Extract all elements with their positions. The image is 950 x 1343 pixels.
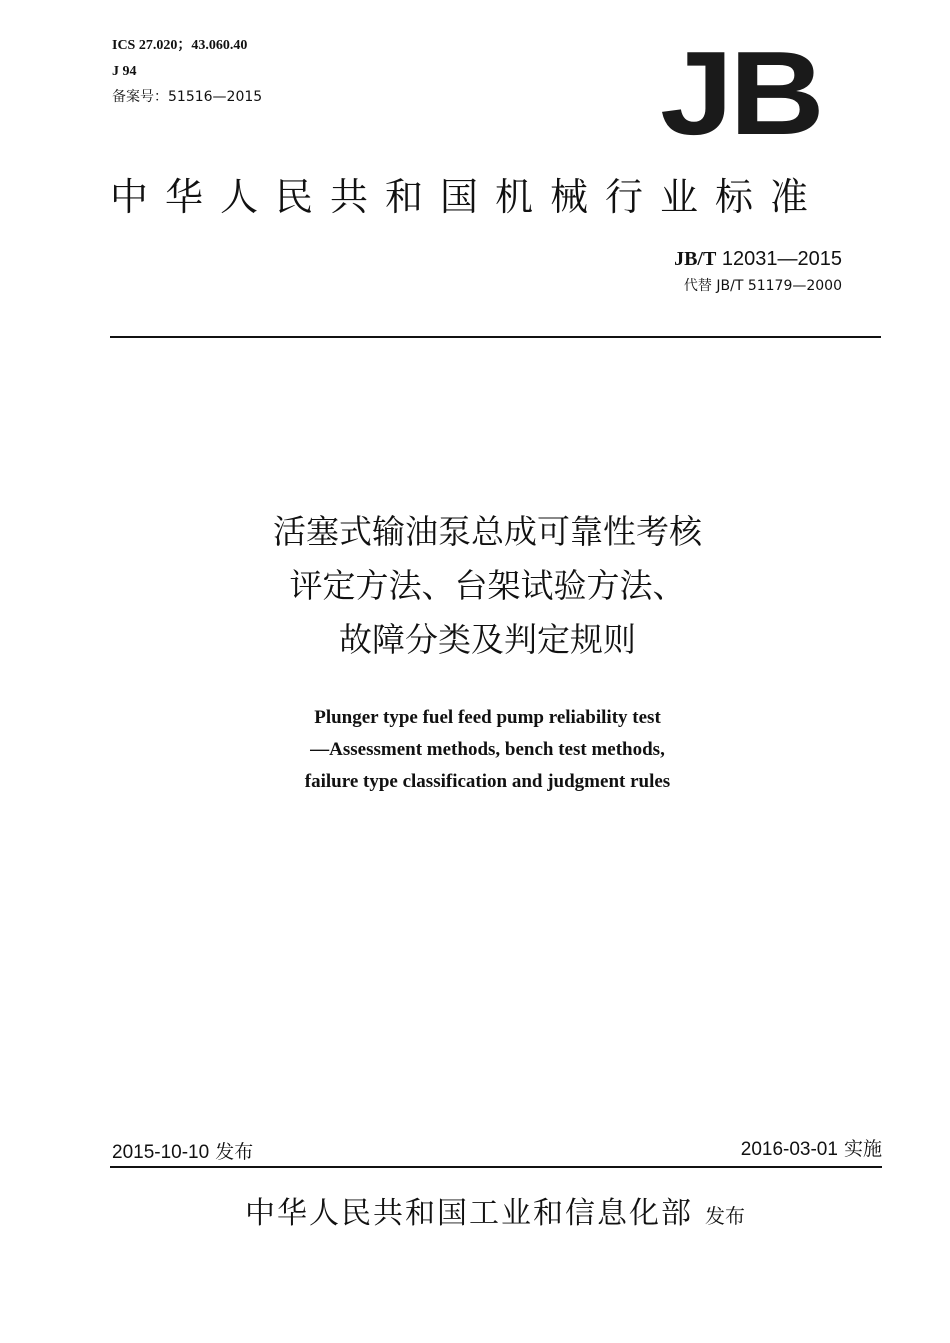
standard-number-value: 12031—2015 [716,248,842,270]
implementation-date [741,1137,882,1162]
bottom-divider [110,1166,882,1168]
implementation-date-label: 实施 [837,1138,882,1160]
issue-date-value: 2015-10-10 [112,1142,210,1163]
chinese-title-line-3: 故障分类及判定规则 [339,620,636,659]
replaces-standard: 代替 JB/T 51179—2000 [683,278,842,294]
publisher-action: 发布 [705,1204,745,1228]
jb-logo [660,26,860,160]
standard-number [674,247,842,271]
english-title-line-3: failure type classification and judgment rules [304,771,671,792]
standard-category-title: 中华人民共和国机械行业标准 [110,175,826,219]
issue-date-label: 发布 [209,1141,254,1163]
publisher [0,1194,950,1236]
english-title-line-1: Plunger type fuel feed pump reliability test [314,707,661,728]
chinese-title [0,505,950,667]
record-number: 备案号：51516—2015 [112,89,263,105]
issue-date [112,1140,253,1165]
english-title [0,702,950,798]
implementation-date-value: 2016-03-01 [740,1139,838,1160]
chinese-title-line-2: 评定方法、台架试验方法、 [289,566,686,605]
jb-logo-text: JB [660,26,821,160]
ics-code: ICS 27.020；43.060.40 [112,38,248,53]
ccs-code: J 94 [112,64,137,79]
english-title-line-2: —Assessment methods, bench test methods, [310,739,665,760]
publisher-name: 中华人民共和国工业和信息化部 [245,1196,693,1231]
standard-number-prefix: JB/T [674,248,717,270]
chinese-title-line-1: 活塞式输油泵总成可靠性考核 [273,512,702,551]
top-divider [110,336,881,338]
